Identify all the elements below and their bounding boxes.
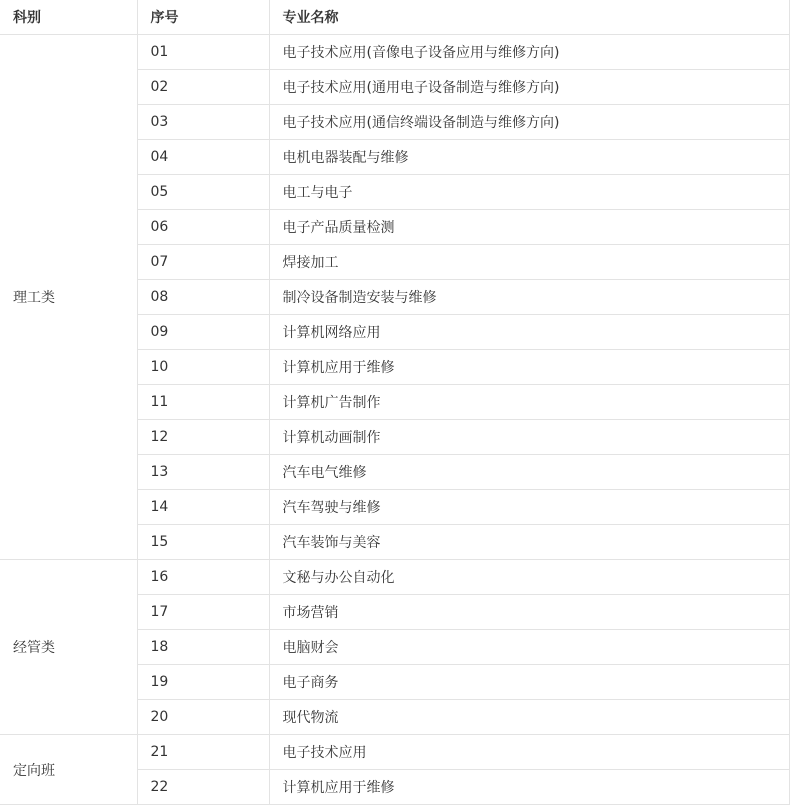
- number-cell: 19: [137, 665, 269, 700]
- major-name-cell: 计算机应用于维修: [269, 770, 789, 805]
- major-name-cell: 电机电器装配与维修: [269, 140, 789, 175]
- major-name-cell: 电子技术应用(音像电子设备应用与维修方向): [269, 35, 789, 70]
- major-name-cell: 现代物流: [269, 700, 789, 735]
- major-name-cell: 电子商务: [269, 665, 789, 700]
- major-name-cell: 汽车驾驶与维修: [269, 490, 789, 525]
- table-row: [0, 35, 789, 70]
- number-cell: 03: [137, 105, 269, 140]
- major-name-cell: 电脑财会: [269, 630, 789, 665]
- number-cell: 16: [137, 560, 269, 595]
- major-name-cell: 电子技术应用(通用电子设备制造与维修方向): [269, 70, 789, 105]
- major-name-cell: 汽车电气维修: [269, 455, 789, 490]
- header-major-name: 专业名称: [269, 0, 789, 35]
- major-name-cell: 计算机应用于维修: [269, 350, 789, 385]
- header-number: 序号: [137, 0, 269, 35]
- table-row: [0, 560, 789, 595]
- header-row: [0, 0, 789, 35]
- major-name-cell: 电子技术应用: [269, 735, 789, 770]
- number-cell: 18: [137, 630, 269, 665]
- number-cell: 08: [137, 280, 269, 315]
- number-cell: 17: [137, 595, 269, 630]
- major-name-cell: 焊接加工: [269, 245, 789, 280]
- category-cell: 理工类: [0, 35, 137, 560]
- major-name-cell: 电工与电子: [269, 175, 789, 210]
- number-cell: 14: [137, 490, 269, 525]
- number-cell: 05: [137, 175, 269, 210]
- table-row: [0, 735, 789, 770]
- number-cell: 12: [137, 420, 269, 455]
- number-cell: 10: [137, 350, 269, 385]
- major-name-cell: 文秘与办公自动化: [269, 560, 789, 595]
- number-cell: 07: [137, 245, 269, 280]
- major-name-cell: 汽车装饰与美容: [269, 525, 789, 560]
- number-cell: 09: [137, 315, 269, 350]
- number-cell: 21: [137, 735, 269, 770]
- header-category: 科别: [0, 0, 137, 35]
- major-name-cell: 计算机动画制作: [269, 420, 789, 455]
- major-name-cell: 计算机广告制作: [269, 385, 789, 420]
- major-name-cell: 市场营销: [269, 595, 789, 630]
- number-cell: 13: [137, 455, 269, 490]
- major-name-cell: 制冷设备制造安装与维修: [269, 280, 789, 315]
- category-cell: 经管类: [0, 560, 137, 735]
- number-cell: 22: [137, 770, 269, 805]
- category-cell: 定向班: [0, 735, 137, 805]
- number-cell: 04: [137, 140, 269, 175]
- number-cell: 15: [137, 525, 269, 560]
- major-name-cell: 电子技术应用(通信终端设备制造与维修方向): [269, 105, 789, 140]
- major-name-cell: 电子产品质量检测: [269, 210, 789, 245]
- number-cell: 02: [137, 70, 269, 105]
- number-cell: 06: [137, 210, 269, 245]
- major-name-cell: 计算机网络应用: [269, 315, 789, 350]
- number-cell: 11: [137, 385, 269, 420]
- number-cell: 20: [137, 700, 269, 735]
- number-cell: 01: [137, 35, 269, 70]
